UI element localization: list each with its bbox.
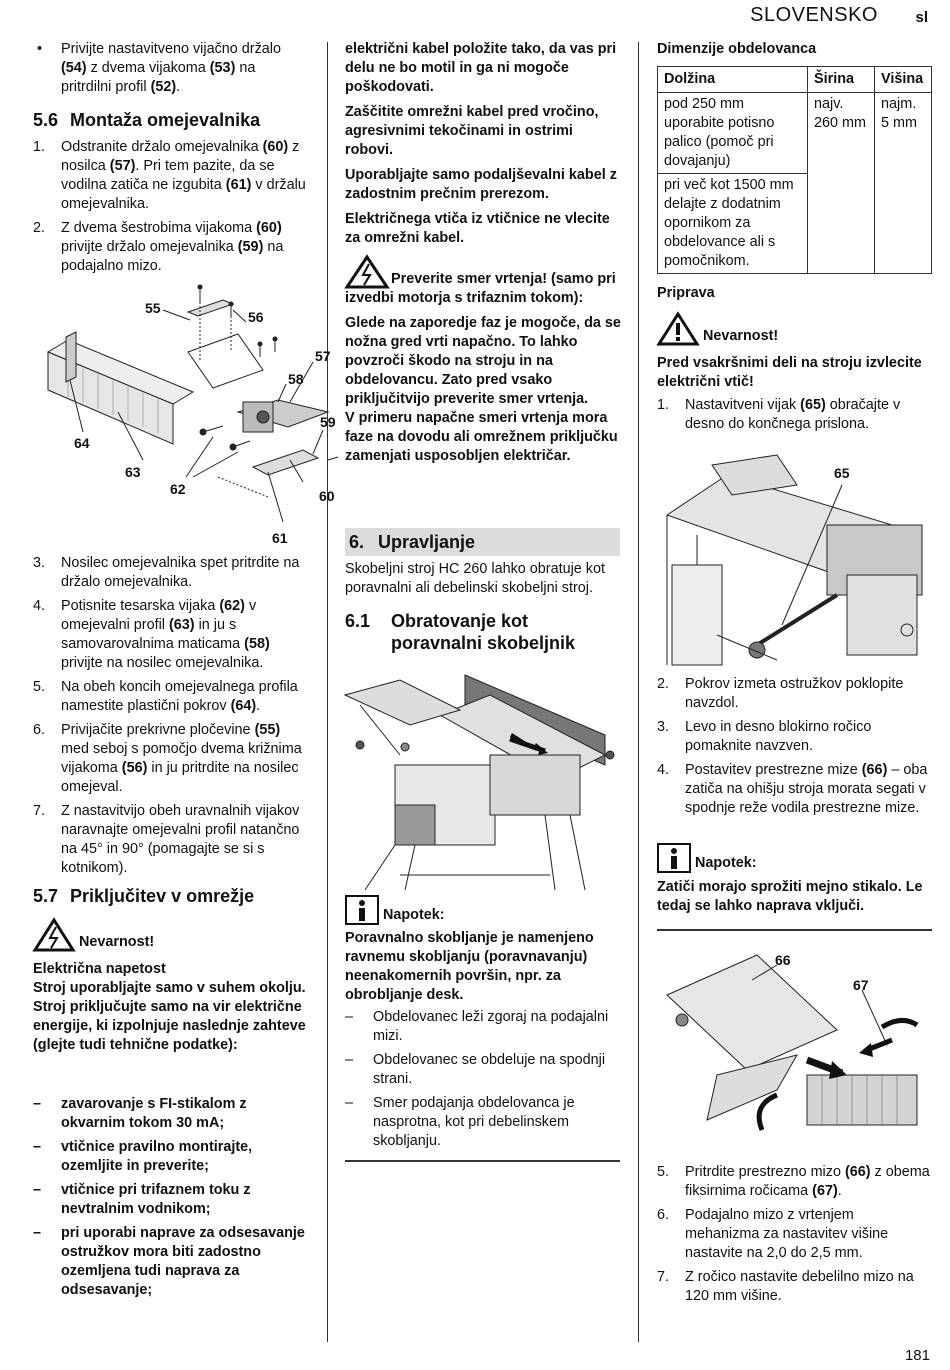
step-number: 1. [33,139,46,155]
steps-list-1-2 [33,138,309,281]
figure-label: 62 [170,481,186,497]
warning-electric-icon [33,918,75,952]
step-number: 5. [657,1164,670,1180]
danger-text: Pred vsakršnimi deli na stroju izvlecite električni vtič! [657,355,922,390]
dash-marker: – [345,1095,354,1111]
voltage-block [33,960,309,1055]
section-number: 5.6 [33,110,59,130]
column-divider [327,42,328,1342]
section-number: 5.7 [33,886,59,906]
figure-label: 61 [272,530,288,546]
step-item [33,678,309,716]
section-title: Upravljanje [378,531,476,552]
table-header: Širina [808,67,875,93]
list-item [33,1181,309,1219]
table-cell: najm. 5 mm [875,93,932,274]
figure-label: 65 [834,465,850,481]
cable-text: Uporabljajte samo podaljševalni kabel z zadostnim prečnim prerezom. [345,167,617,202]
step-item [33,219,309,276]
dash-marker: – [33,1139,42,1155]
list-item [657,675,932,713]
step-item [33,597,309,673]
table-header-row [658,67,932,93]
note-notice [345,895,445,925]
step-text: Potisnite tesarska vijaka (62) v omejevalni profil (63) in ju s samovarovalnima maticama (58) privijte na nosilec omejevalnika. [61,598,270,671]
rotation-text: Glede na zaporedje faz je mogoče, da se nožna gred vrti napačno. To lahko povzroči škodo na stroju in na obdelovancu. Zato pred vsako priključitvijo preverite smer vrtenja. [345,315,621,407]
table-cell: najv. 260 mm [808,93,875,274]
list-item [657,396,932,434]
figure-label: 64 [74,435,90,451]
list-item-text: Pritrdite prestrezno mizo (66) z obema fiksirnima ročicama (67). [685,1164,930,1199]
step-number: 1. [657,397,670,413]
step-number: 5. [33,679,46,695]
list-item [33,1095,309,1133]
list-item-text: Obdelovanec leži zgoraj na podajalni mizi. [373,1009,609,1044]
note-text: Poravnalno skobljanje je namenjeno ravnemu skobljanju (poravnavanju) neenakomernih površin, npr. za obrobljanje desk. [345,930,594,1003]
section-heading-6-1 [345,610,621,654]
figure-label: 66 [775,952,791,968]
step-text: Z nastavitvijo obeh uravnalnih vijakov naravnajte omejevalni profil natančno na 45° in 90° (pomagajte se si s kotnikom). [61,803,300,876]
dash-marker: – [33,1225,42,1241]
list-item-text: Levo in desno blokirno ročico pomaknite navzven. [685,719,872,754]
list-item-text: Pokrov izmeta ostružkov poklopite navzdol. [685,676,904,711]
section-number: 6.1 [345,611,371,631]
figure-label: 63 [125,464,141,480]
warning-electric-icon [345,255,389,289]
table-cell: pri več kot 1500 mm delajte z dodatnim opornikom za obdelovance ali s pomočnikom. [658,174,808,274]
steps-list-1 [657,396,932,439]
voltage-text: Stroj priključujte samo na vir električne energije, ki izpolnjuje naslednje zahteve (glejte tudi tehnične podatke): [33,999,306,1053]
table-cell: pod 250 mm uporabite potisno palico (pomoč pri dovajanju) [658,93,808,174]
figure-label: 60 [319,488,335,504]
dash-marker: – [345,1052,354,1068]
step-text: Z dvema šestrobima vijakoma (60) privijte držalo omejevalnika (59) na podajalno mizo. [61,220,284,274]
figure-label: 58 [288,371,304,387]
dimensions-title: Dimenzije obdelovanca [657,41,817,57]
dash-marker: – [33,1182,42,1198]
step-item [33,721,309,797]
info-icon [345,895,379,925]
list-item [345,1094,621,1151]
step-number: 4. [657,762,670,778]
list-item-text: Nastavitveni vijak (65) obračajte v desno do končnega prislona. [685,397,901,432]
list-item [657,1163,932,1201]
fence-assembly-figure [28,282,336,547]
section-heading-5-7 [33,885,254,907]
language-header: SLOVENSKO [750,4,878,26]
section-heading-6 [345,528,620,556]
section-6-text: Skobeljni stroj HC 260 lahko obratuje kot poravnalni ali debelinski skobeljni stroj. [345,561,605,596]
step-number: 6. [657,1207,670,1223]
divider [345,1160,620,1162]
list-item [657,761,932,818]
dash-marker: – [345,1009,354,1025]
note-text: Zatiči morajo sprožiti mejno stikalo. Le tedaj se lahko naprava vključi. [657,879,923,914]
step-number: 7. [657,1269,670,1285]
list-item-text: zavarovanje s FI-stikalom z okvarnim tokom 30 mA; [61,1096,247,1131]
cable-text: Zaščitite omrežni kabel pred vročino, agresivnimi tekočinami in ostrimi robovi. [345,104,599,158]
rotation-notice [345,255,621,466]
section-heading-5-6 [33,109,260,131]
list-item-text: Z ročico nastavite debelilno mizo na 120 mm višine. [685,1269,914,1304]
step-number: 4. [33,598,46,614]
info-icon [657,843,691,873]
step-text: Na obeh koncih omejevalnega profila namestite plastični pokrov (64). [61,679,298,714]
language-code: sl [915,9,928,26]
list-item-text: vtičnice pravilno montirajte, ozemljite in preverite; [61,1139,253,1174]
figure-label: 57 [315,348,331,364]
bullet-text: Privijte nastavitveno vijačno držalo (54) z dvema vijakoma (53) na pritrdilni profil (52). [61,41,281,95]
list-item-text: Obdelovanec se obdeluje na spodnji strani. [373,1052,606,1087]
voltage-text: Stroj uporabljajte samo v suhem okolju. [33,980,306,996]
cable-text: Električnega vtiča iz vtičnice ne vlecite za omrežni kabel. [345,211,610,246]
voltage-title: Električna napetost [33,961,166,977]
list-item [345,1051,621,1089]
note-notice [657,843,757,873]
note-label: Napotek: [383,907,445,923]
danger-notice [33,918,154,952]
list-item-text: pri uporabi naprave za odsesavanje ostružkov mora biti zadostno ozemljena tudi naprava za odsesavanje; [61,1225,305,1298]
list-item [657,1206,932,1263]
step-number: 6. [33,722,46,738]
cable-block [345,40,621,248]
table-header: Dolžina [658,67,808,93]
step-number: 2. [33,220,46,236]
divider [657,929,932,931]
step-text: Nosilec omejevalnika spet pritrdite na držalo omejevalnika. [61,555,300,590]
dimensions-table [657,66,932,274]
danger-label: Nevarnost! [79,934,155,950]
list-item [33,1224,309,1300]
figure-label: 67 [853,977,869,993]
outfeed-table-figure [657,945,933,1155]
danger-label: Nevarnost! [703,328,779,344]
steps-list-2-4 [657,675,932,823]
dash-marker: – [33,1096,42,1112]
figure-label: 55 [145,300,161,316]
list-item-text: Podajalno mizo z vrtenjem mehanizma za nastavitev višine nastavite na 2,0 do 2,5 mm. [685,1207,889,1261]
danger-notice [657,312,778,346]
steps-list-5-7 [657,1163,932,1311]
list-item-text: Smer podajanja obdelovanca je nasprotna, kot pri debelinskem skobljanju. [373,1095,575,1149]
bullet-marker: • [37,41,43,57]
list-item [657,1268,932,1306]
step-number: 3. [33,555,46,571]
list-item [345,1008,621,1046]
rotation-title: Preverite smer vrtenja! (samo pri izvedbi motorja s trifaznim tokom): [345,271,616,306]
section-title: Obratovanje kot poravnalni skobeljnik [391,611,576,653]
list-item [657,718,932,756]
section-title: Montaža omejevalnika [70,110,261,130]
page-number: 181 [904,1347,930,1364]
steps-list-3-7 [33,554,309,883]
figure-label: 56 [248,309,264,325]
step-item [33,554,309,592]
step-text: Privijačite prekrivne pločevine (55) med seboj s pomočjo dvema križnima vijakoma (56) in ju pritrdite na nosilec omejeval. [61,722,302,795]
rotation-text: V primeru napačne smeri vrtenja mora faze na dovodu ali omrežnem priključku zamenjati usposobljen električar. [345,410,618,464]
surface-planer-figure [340,665,625,890]
table-row [658,93,932,174]
section-number: 6. [349,531,365,552]
preparation-title: Priprava [657,285,715,301]
step-number: 3. [657,719,670,735]
requirements-list [33,1095,309,1305]
step-item [33,138,309,214]
section-title: Priključitev v omrežje [70,886,255,906]
note-label: Napotek: [695,855,757,871]
figure-label: 59 [320,414,336,430]
table-header: Višina [875,67,932,93]
list-item-text: vtičnice pri trifaznem toku z nevtralnim vodnikom; [61,1182,251,1217]
step-item [33,802,309,878]
cable-text: električni kabel položite tako, da vas pri delu ne bo motil in ga ni mogoče poškodovati. [345,41,617,95]
planing-items-list [345,1008,621,1156]
column-divider [638,42,639,1342]
warning-exclamation-icon [657,312,699,346]
list-item [33,1138,309,1176]
step-number: 7. [33,803,46,819]
bullet-item [33,40,309,97]
adjustment-screw-figure [657,445,933,670]
step-number: 2. [657,676,670,692]
list-item-text: Postavitev prestrezne mize (66) – oba zatiča na ohišju stroja morata segati v spodnje reže vodila prestrezne mize. [685,762,928,816]
step-text: Odstranite držalo omejevalnika (60) z nosilca (57). Pri tem pazite, da se vodilna zatiča ne izgubita (61) v držalu omejevalnika. [61,139,306,212]
